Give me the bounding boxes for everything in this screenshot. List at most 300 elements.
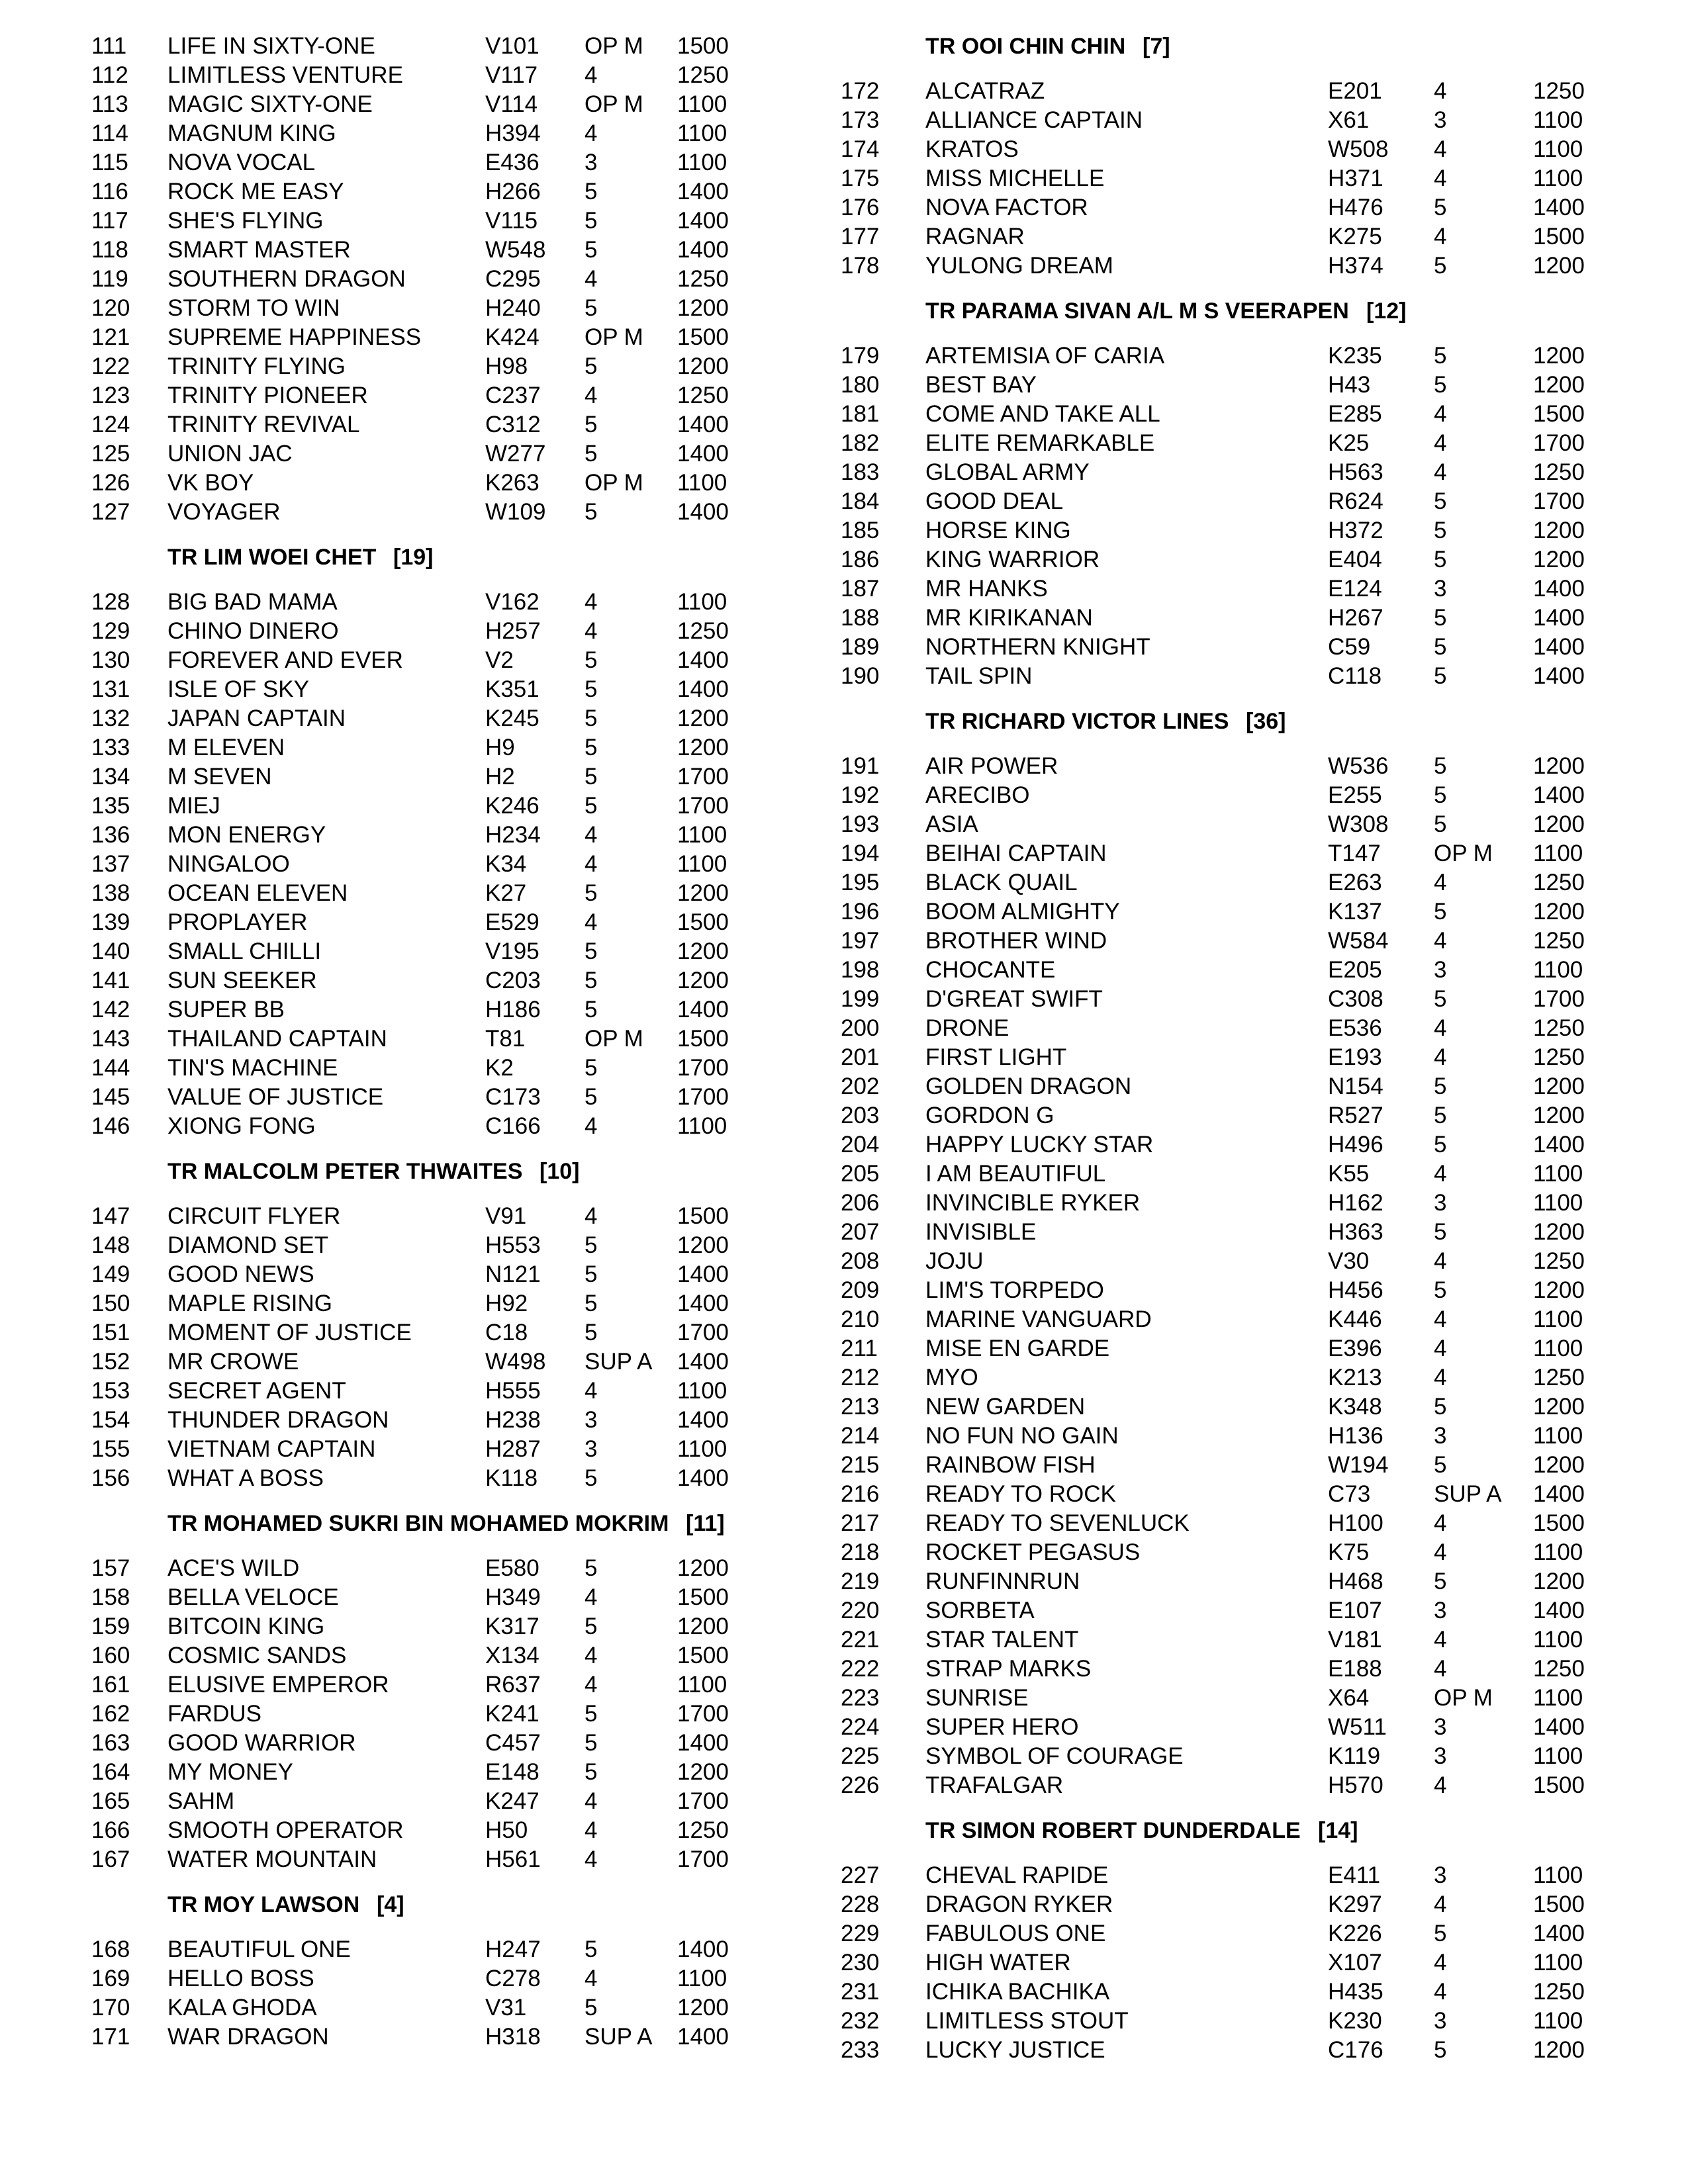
- horse-row: [0, 879, 814, 908]
- horse-rating: 1200: [677, 1614, 729, 1639]
- horse-class: 3: [1434, 2008, 1447, 2034]
- horse-code: N121: [485, 1261, 541, 1287]
- horse-row: [0, 1845, 814, 1874]
- horse-number: 191: [841, 753, 880, 779]
- horse-row: [0, 498, 814, 527]
- horse-code: C295: [485, 266, 541, 292]
- horse-name: MISE EN GARDE: [925, 1336, 1110, 1361]
- horse-rating: 1400: [1533, 1132, 1585, 1158]
- horse-row: [841, 1948, 1681, 1978]
- horse-code: E536: [1328, 1015, 1382, 1041]
- horse-number: 153: [91, 1378, 130, 1404]
- horse-number: 219: [841, 1569, 880, 1594]
- horse-rating: 1400: [1533, 605, 1585, 631]
- horse-rating: 1400: [1533, 1921, 1585, 1946]
- horse-number: 195: [841, 870, 880, 895]
- horse-class: 4: [1434, 1365, 1447, 1390]
- horse-name: ISLE OF SKY: [167, 676, 309, 702]
- horse-class: 5: [585, 353, 598, 379]
- horse-name: MISS MICHELLE: [925, 165, 1105, 191]
- horse-number: 116: [91, 179, 128, 205]
- horse-code: W548: [485, 237, 546, 263]
- horse-name: PROPLAYER: [167, 909, 308, 935]
- horse-rating: 1100: [677, 120, 727, 146]
- horse-row: [841, 897, 1681, 927]
- horse-code: H186: [485, 997, 541, 1023]
- horse-row: [841, 1509, 1681, 1538]
- horse-rating: 1100: [1533, 1336, 1583, 1361]
- horse-rating: 1200: [1533, 1073, 1585, 1099]
- horse-code: H476: [1328, 195, 1383, 220]
- horse-class: 5: [1434, 547, 1447, 572]
- horse-number: 112: [91, 62, 128, 88]
- horse-code: E263: [1328, 870, 1382, 895]
- horse-rating: 1400: [677, 2024, 729, 2050]
- horse-rating: 1250: [1533, 870, 1585, 895]
- horse-number: 232: [841, 2008, 880, 2034]
- horse-rating: 1200: [1533, 547, 1585, 572]
- horse-name: NINGALOO: [167, 851, 290, 877]
- horse-name: STRAP MARKS: [925, 1656, 1092, 1682]
- horse-class: 3: [1434, 107, 1447, 133]
- horse-name: TRINITY PIONEER: [167, 383, 368, 408]
- horse-rating: 1100: [1533, 1539, 1583, 1565]
- horse-name: MOMENT OF JUSTICE: [167, 1320, 412, 1345]
- horse-row: [841, 1684, 1681, 1713]
- horse-class: 4: [1434, 870, 1447, 895]
- horse-row: [841, 487, 1681, 516]
- horse-row: [0, 937, 814, 966]
- horse-row: [0, 1935, 814, 1964]
- horse-rating: 1100: [1533, 165, 1583, 191]
- horse-class: 4: [585, 822, 598, 848]
- horse-name: DRAGON RYKER: [925, 1891, 1113, 1917]
- horse-class: 5: [1434, 663, 1447, 689]
- horse-class: OP M: [585, 91, 643, 117]
- horse-class: 4: [585, 1966, 598, 1991]
- horse-number: 220: [841, 1598, 880, 1623]
- horse-code: V114: [485, 91, 538, 117]
- horse-class: 5: [585, 441, 598, 467]
- horse-name: STAR TALENT: [925, 1627, 1079, 1653]
- horse-class: OP M: [1434, 1685, 1493, 1711]
- horse-row: [841, 1480, 1681, 1509]
- trainer-name: TR SIMON ROBERT DUNDERDALE: [925, 1818, 1301, 1843]
- horse-name: SORBETA: [925, 1598, 1035, 1623]
- horse-code: C73: [1328, 1481, 1371, 1507]
- horse-class: 3: [585, 1436, 598, 1462]
- horse-class: 4: [1434, 1772, 1447, 1798]
- horse-name: BELLA VELOCE: [167, 1584, 339, 1610]
- horse-rating: 1400: [1533, 1481, 1585, 1507]
- horse-rating: 1400: [677, 1465, 729, 1491]
- header-gap: [841, 736, 1681, 752]
- horse-name: SOUTHERN DRAGON: [167, 266, 406, 292]
- horse-rating: 1100: [1533, 1190, 1583, 1216]
- header-gap: [841, 326, 1681, 341]
- horse-code: E193: [1328, 1044, 1382, 1070]
- horse-class: 5: [1434, 605, 1447, 631]
- horse-class: 4: [1434, 459, 1447, 485]
- horse-row: [0, 90, 814, 119]
- horse-rating: 1500: [1533, 1772, 1585, 1798]
- horse-name: BLACK QUAIL: [925, 870, 1078, 895]
- horse-rating: 1200: [677, 1232, 729, 1258]
- horse-name: HIGH WATER: [925, 1950, 1071, 1976]
- horse-rating: 1250: [1533, 78, 1585, 104]
- horse-name: D'GREAT SWIFT: [925, 986, 1103, 1012]
- horse-number: 216: [841, 1481, 880, 1507]
- horse-number: 148: [91, 1232, 130, 1258]
- horse-code: H496: [1328, 1132, 1383, 1158]
- horse-class: 5: [585, 499, 598, 525]
- horse-code: K351: [485, 676, 539, 702]
- horse-number: 203: [841, 1103, 880, 1128]
- trainer-horse-count: [19]: [393, 545, 434, 570]
- horse-number: 187: [841, 576, 880, 602]
- section-gap: [0, 527, 814, 543]
- horse-rating: 1100: [677, 1113, 727, 1139]
- horse-class: 5: [585, 1055, 598, 1081]
- horse-class: 4: [585, 851, 598, 877]
- horse-code: H570: [1328, 1772, 1383, 1798]
- horse-class: 3: [1434, 576, 1447, 602]
- horse-name: COME AND TAKE ALL: [925, 401, 1160, 427]
- horse-number: 159: [91, 1614, 130, 1639]
- horse-number: 223: [841, 1685, 880, 1711]
- horse-name: LIFE IN SIXTY-ONE: [167, 33, 375, 59]
- horse-row: [0, 1377, 814, 1406]
- horse-name: SUPER BB: [167, 997, 285, 1023]
- horse-name: DIAMOND SET: [167, 1232, 329, 1258]
- horse-number: 190: [841, 663, 880, 689]
- horse-class: 4: [1434, 430, 1447, 456]
- horse-row: [0, 704, 814, 733]
- horse-rating: 1400: [677, 1349, 729, 1375]
- horse-rating: 1200: [1533, 372, 1585, 398]
- horse-number: 221: [841, 1627, 880, 1653]
- horse-number: 141: [91, 968, 130, 993]
- horse-name: TRAFALGAR: [925, 1772, 1064, 1798]
- horse-name: SMALL CHILLI: [167, 938, 322, 964]
- horse-class: 5: [585, 676, 598, 702]
- horse-number: 144: [91, 1055, 130, 1081]
- horse-class: 5: [1434, 986, 1447, 1012]
- trainer-header: [841, 32, 1681, 61]
- horse-class: 3: [1434, 1423, 1447, 1449]
- horse-row: [0, 352, 814, 381]
- horse-number: 132: [91, 705, 130, 731]
- horse-code: C18: [485, 1320, 528, 1345]
- trainer-header: [0, 543, 814, 572]
- horse-number: 117: [91, 208, 128, 234]
- horse-rating: 1400: [677, 237, 729, 263]
- horse-class: 5: [585, 179, 598, 205]
- horse-row: [841, 251, 1681, 281]
- horse-number: 206: [841, 1190, 880, 1216]
- horse-row: [841, 164, 1681, 193]
- horse-class: 4: [1434, 1510, 1447, 1536]
- horse-code: K424: [485, 324, 539, 350]
- horse-code: H349: [485, 1584, 541, 1610]
- horse-code: C457: [485, 1730, 541, 1756]
- horse-code: H363: [1328, 1219, 1383, 1245]
- horse-name: STORM TO WIN: [167, 295, 340, 321]
- horse-rating: 1100: [1533, 1950, 1583, 1976]
- horse-name: MYO: [925, 1365, 978, 1390]
- horse-rating: 1200: [1533, 343, 1585, 369]
- horse-number: 189: [841, 634, 880, 660]
- horse-code: V181: [1328, 1627, 1382, 1653]
- horse-number: 152: [91, 1349, 130, 1375]
- horse-class: 5: [585, 647, 598, 673]
- horse-row: [841, 574, 1681, 604]
- horse-rating: 1500: [677, 909, 729, 935]
- horse-number: 233: [841, 2037, 880, 2063]
- horse-number: 113: [91, 91, 128, 117]
- trainer-horse-count: [14]: [1318, 1818, 1358, 1843]
- horse-rating: 1700: [677, 793, 729, 819]
- horse-code: H9: [485, 735, 515, 760]
- horse-code: X61: [1328, 107, 1370, 133]
- horse-row: [841, 1567, 1681, 1596]
- horse-row: [841, 810, 1681, 839]
- horse-class: 4: [1434, 78, 1447, 104]
- trainer-header: [841, 1816, 1681, 1845]
- horse-class: 4: [585, 62, 598, 88]
- horse-code: K55: [1328, 1161, 1370, 1187]
- horse-class: 3: [1434, 1862, 1447, 1888]
- horse-class: 4: [585, 383, 598, 408]
- horse-name: TAIL SPIN: [925, 663, 1033, 689]
- horse-code: T81: [485, 1026, 526, 1052]
- horse-number: 114: [91, 120, 128, 146]
- horse-class: 3: [1434, 1190, 1447, 1216]
- horse-number: 179: [841, 343, 880, 369]
- horse-name: MAGNUM KING: [167, 120, 336, 146]
- horse-name: RAGNAR: [925, 224, 1025, 250]
- horse-code: X107: [1328, 1950, 1382, 1976]
- horse-rating: 1100: [1533, 1161, 1583, 1187]
- right-column: [841, 32, 1681, 2065]
- horse-rating: 1400: [1533, 634, 1585, 660]
- horse-rating: 1200: [1533, 253, 1585, 279]
- horse-rating: 1400: [677, 412, 729, 437]
- horse-row: [0, 762, 814, 792]
- horse-rating: 1250: [1533, 1248, 1585, 1274]
- trainer-name: TR RICHARD VICTOR LINES: [925, 709, 1229, 734]
- horse-code: E404: [1328, 547, 1382, 572]
- horse-rating: 1100: [677, 91, 727, 117]
- horse-number: 207: [841, 1219, 880, 1245]
- horse-rating: 1100: [677, 1672, 727, 1698]
- horse-rating: 1400: [677, 1291, 729, 1316]
- horse-number: 185: [841, 518, 880, 543]
- horse-row: [841, 222, 1681, 251]
- horse-class: 4: [585, 1203, 598, 1229]
- horse-row: [841, 1861, 1681, 1890]
- horse-name: BROTHER WIND: [925, 928, 1107, 954]
- horse-row: [841, 1014, 1681, 1043]
- horse-class: 5: [585, 1320, 598, 1345]
- horse-code: K34: [485, 851, 527, 877]
- horse-code: V30: [1328, 1248, 1370, 1274]
- horse-number: 143: [91, 1026, 130, 1052]
- horse-name: CHOCANTE: [925, 957, 1056, 983]
- horse-rating: 1200: [1533, 518, 1585, 543]
- horse-number: 194: [841, 841, 880, 866]
- horse-rating: 1100: [677, 1378, 727, 1404]
- horse-row: [841, 1713, 1681, 1742]
- horse-rating: 1200: [1533, 1394, 1585, 1420]
- horse-rating: 1100: [1533, 841, 1583, 866]
- horse-class: 3: [1434, 1598, 1447, 1623]
- horse-code: C312: [485, 412, 541, 437]
- horse-class: 4: [585, 909, 598, 935]
- horse-name: WAR DRAGON: [167, 2024, 329, 2050]
- horse-class: 4: [1434, 1950, 1447, 1976]
- horse-name: BITCOIN KING: [167, 1614, 325, 1639]
- horse-number: 225: [841, 1743, 880, 1769]
- horse-rating: 1700: [1533, 430, 1585, 456]
- horse-code: K27: [485, 880, 527, 906]
- horse-number: 120: [91, 295, 130, 321]
- horse-code: K226: [1328, 1921, 1382, 1946]
- horse-row: [0, 119, 814, 148]
- horse-rating: 1700: [677, 1320, 729, 1345]
- horse-name: ASIA: [925, 811, 978, 837]
- horse-class: OP M: [1434, 841, 1493, 866]
- horse-row: [841, 781, 1681, 810]
- horse-class: 4: [1434, 928, 1447, 954]
- horse-code: N154: [1328, 1073, 1383, 1099]
- horse-name: THUNDER DRAGON: [167, 1407, 389, 1433]
- horse-rating: 1100: [1533, 1627, 1583, 1653]
- horse-code: E411: [1328, 1862, 1381, 1888]
- horse-rating: 1100: [677, 150, 727, 175]
- horse-class: 4: [585, 266, 598, 292]
- horse-number: 227: [841, 1862, 880, 1888]
- horse-rating: 1100: [1533, 136, 1583, 162]
- horse-number: 222: [841, 1656, 880, 1682]
- horse-row: [841, 371, 1681, 400]
- horse-row: [0, 1816, 814, 1845]
- horse-code: K137: [1328, 899, 1382, 925]
- trainer-name: TR LIM WOEI CHET: [167, 545, 377, 570]
- horse-row: [0, 1202, 814, 1231]
- horse-row: [841, 1422, 1681, 1451]
- horse-name: RAINBOW FISH: [925, 1452, 1096, 1478]
- horse-name: ICHIKA BACHIKA: [925, 1979, 1110, 2005]
- horse-class: 5: [585, 1232, 598, 1258]
- horse-code: E255: [1328, 782, 1382, 808]
- horse-class: 4: [585, 1846, 598, 1872]
- horse-class: OP M: [585, 470, 643, 496]
- horse-rating: 1500: [677, 1203, 729, 1229]
- horse-class: 5: [585, 997, 598, 1023]
- horse-number: 193: [841, 811, 880, 837]
- horse-code: H238: [485, 1407, 541, 1433]
- trainer-horse-count: [10]: [539, 1159, 580, 1184]
- horse-number: 122: [91, 353, 130, 379]
- horse-number: 230: [841, 1950, 880, 1976]
- horse-number: 172: [841, 78, 880, 104]
- horse-number: 174: [841, 136, 880, 162]
- horse-row: [841, 985, 1681, 1014]
- horse-number: 118: [91, 237, 128, 263]
- horse-code: K446: [1328, 1306, 1382, 1332]
- horse-rating: 1700: [677, 1701, 729, 1727]
- header-gap: [0, 1919, 814, 1935]
- horse-rating: 1200: [677, 938, 729, 964]
- horse-number: 183: [841, 459, 880, 485]
- horse-name: ALCATRAZ: [925, 78, 1045, 104]
- horse-row: [0, 1787, 814, 1816]
- horse-class: 5: [1434, 1132, 1447, 1158]
- horse-row: [0, 1964, 814, 1993]
- horse-row: [841, 545, 1681, 574]
- horse-name: NOVA FACTOR: [925, 195, 1088, 220]
- horse-code: C308: [1328, 986, 1383, 1012]
- horse-code: K348: [1328, 1394, 1382, 1420]
- horse-number: 121: [91, 324, 130, 350]
- horse-number: 184: [841, 488, 880, 514]
- horse-class: 5: [585, 938, 598, 964]
- horse-name: LIM'S TORPEDO: [925, 1277, 1104, 1303]
- horse-number: 142: [91, 997, 130, 1023]
- horse-number: 201: [841, 1044, 880, 1070]
- horse-rating: 1200: [677, 295, 729, 321]
- horse-number: 154: [91, 1407, 130, 1433]
- horse-code: V117: [485, 62, 538, 88]
- horse-name: SYMBOL OF COURAGE: [925, 1743, 1184, 1769]
- horse-row: [841, 1655, 1681, 1684]
- horse-number: 198: [841, 957, 880, 983]
- horse-number: 147: [91, 1203, 130, 1229]
- horse-class: 5: [1434, 1921, 1447, 1946]
- horse-name: ELITE REMARKABLE: [925, 430, 1155, 456]
- horse-row: [0, 61, 814, 90]
- horse-rating: 1100: [1533, 957, 1583, 983]
- horse-rating: 1200: [677, 1759, 729, 1785]
- horse-number: 138: [91, 880, 130, 906]
- horse-class: 3: [585, 1407, 598, 1433]
- horse-code: K247: [485, 1788, 539, 1814]
- horse-number: 215: [841, 1452, 880, 1478]
- horse-class: OP M: [585, 1026, 643, 1052]
- horse-rating: 1250: [1533, 459, 1585, 485]
- horse-number: 158: [91, 1584, 130, 1610]
- horse-name: SUNRISE: [925, 1685, 1029, 1711]
- horse-row: [0, 1083, 814, 1112]
- horse-number: 197: [841, 928, 880, 954]
- trainer-name: TR MOY LAWSON: [167, 1892, 360, 1917]
- horse-name: MY MONEY: [167, 1759, 293, 1785]
- horse-number: 134: [91, 764, 130, 790]
- horse-class: 4: [1434, 1627, 1447, 1653]
- horse-row: [841, 1305, 1681, 1334]
- horse-row: [841, 1596, 1681, 1625]
- horse-name: VIETNAM CAPTAIN: [167, 1436, 376, 1462]
- horse-name: NO FUN NO GAIN: [925, 1423, 1119, 1449]
- horse-number: 130: [91, 647, 130, 673]
- horse-name: MAGIC SIXTY-ONE: [167, 91, 373, 117]
- horse-class: 5: [1434, 1277, 1447, 1303]
- horse-code: K317: [485, 1614, 539, 1639]
- horse-code: K246: [485, 793, 539, 819]
- horse-class: 4: [1434, 165, 1447, 191]
- horse-row: [841, 1742, 1681, 1771]
